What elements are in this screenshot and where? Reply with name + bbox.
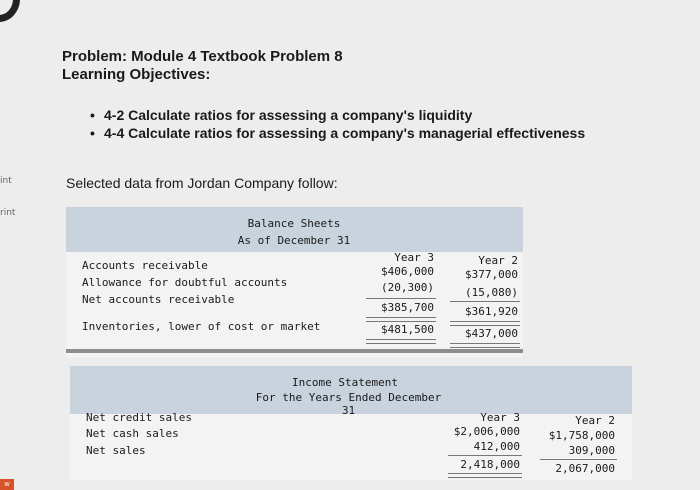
row-label: Net credit sales xyxy=(86,411,192,424)
year-3-value: $481,500 xyxy=(381,323,434,336)
year-2-value: $1,758,000 xyxy=(548,429,615,442)
subtotal-rule xyxy=(540,459,617,460)
learning-objectives-list xyxy=(90,106,585,142)
year-2-value: $377,000 xyxy=(465,268,518,281)
bullet-icon: • xyxy=(90,107,95,123)
row-label: Inventories, lower of cost or market xyxy=(82,320,321,333)
logo-fragment-icon xyxy=(0,0,20,22)
balance-sheet-table xyxy=(66,207,523,357)
row-label: Accounts receivable xyxy=(82,259,208,272)
objective-text: 4-2 Calculate ratios for assessing a company's liquidity xyxy=(104,107,473,123)
year-2-value: 2,067,000 xyxy=(555,462,615,475)
year-3-column-header: Year 3 xyxy=(394,251,434,264)
objective-text: 4-4 Calculate ratios for assessing a company's managerial effectiveness xyxy=(104,125,586,141)
learning-objective-item xyxy=(90,106,585,124)
total-rule xyxy=(450,321,520,326)
total-rule xyxy=(366,317,436,322)
year-3-value: 412,000 xyxy=(473,440,520,453)
subtotal-rule xyxy=(366,298,436,299)
balance-sheet-title: Balance Sheets xyxy=(247,217,341,230)
year-2-column-header: Year 2 xyxy=(575,414,615,427)
total-rule xyxy=(366,339,436,344)
rail-item-1[interactable]: int xyxy=(0,176,12,186)
problem-title: Problem: Module 4 Textbook Problem 8 xyxy=(62,48,343,65)
data-intro-text: Selected data from Jordan Company follow: xyxy=(66,175,338,191)
total-rule xyxy=(450,343,520,348)
subtotal-rule xyxy=(448,455,522,456)
year-3-value: $385,700 xyxy=(381,301,434,314)
subtotal-rule xyxy=(450,301,520,302)
year-3-value: $406,000 xyxy=(381,265,434,278)
income-statement-table xyxy=(70,366,632,480)
year-3-value: (20,300) xyxy=(381,281,434,294)
learning-objectives-heading: Learning Objectives: xyxy=(62,66,211,83)
row-label: Net sales xyxy=(86,444,146,457)
left-navigation-rail xyxy=(0,0,22,490)
balance-sheet-subtitle: As of December 31 xyxy=(237,234,351,247)
year-3-value: 2,418,000 xyxy=(460,458,520,471)
year-2-value: (15,080) xyxy=(465,286,518,299)
bullet-icon: • xyxy=(90,125,95,141)
year-3-value: $2,006,000 xyxy=(453,425,520,438)
row-label: Net cash sales xyxy=(86,427,179,440)
learning-objective-item xyxy=(90,124,585,142)
year-3-column-header: Year 3 xyxy=(480,411,520,424)
year-2-value: $437,000 xyxy=(465,327,518,340)
rail-badge[interactable]: w xyxy=(0,479,14,490)
row-label: Allowance for doubtful accounts xyxy=(82,276,288,289)
income-statement-subtitle: For the Years Ended December 31 xyxy=(255,391,442,417)
total-rule xyxy=(448,473,522,478)
table-bottom-border xyxy=(66,349,523,353)
year-2-value: 309,000 xyxy=(568,444,615,457)
rail-item-2[interactable]: rint xyxy=(0,208,16,218)
row-label: Net accounts receivable xyxy=(82,293,235,306)
income-statement-title: Income Statement xyxy=(292,376,398,389)
year-2-column-header: Year 2 xyxy=(478,254,518,267)
year-2-value: $361,920 xyxy=(465,305,518,318)
